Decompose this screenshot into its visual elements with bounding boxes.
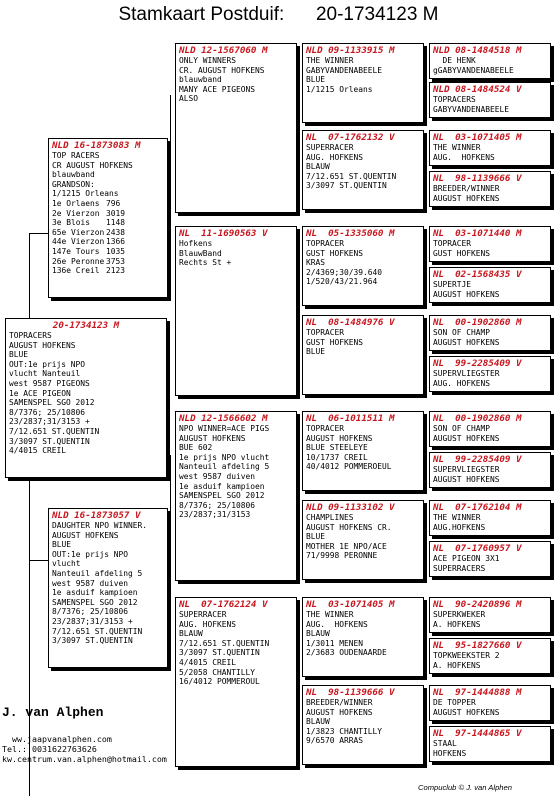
detail-line: SUPERVLIEGSTER	[433, 369, 500, 378]
detail-line: DE TOPPER	[433, 698, 476, 707]
detail-line: 7/12.651 ST.QUENTIN	[9, 426, 100, 436]
detail-line: BLAUW	[306, 162, 330, 172]
detail-line: 40/4012 POMMEROEUL	[306, 462, 392, 472]
detail-line: 2/4369;30/39.640	[306, 267, 383, 277]
detail-line: AUGUST HOFKENS	[433, 337, 500, 347]
great-grandparent-card[interactable]	[302, 130, 424, 210]
detail-line: THE WINNER	[433, 513, 481, 522]
detail-line: 1/3011 MENEN	[306, 638, 364, 648]
detail-line: AUGUST HOFKENS	[306, 433, 373, 443]
detail-line: TOPRACER	[433, 239, 472, 248]
ancestor-ring: NL 03-1071440 M	[433, 228, 522, 239]
race-result	[52, 237, 164, 247]
detail-line: Hofkens	[179, 239, 213, 248]
grandparent-card[interactable]	[175, 411, 297, 581]
detail-line: SON OF CHAMP	[433, 328, 491, 337]
detail-line: AUG. HOFKENS	[306, 619, 368, 629]
ancestor-card[interactable]	[429, 685, 551, 721]
pigeon-card[interactable]	[5, 318, 167, 478]
detail-line: 8/7376; 25/10806	[52, 607, 129, 617]
ancestor-details	[430, 513, 550, 532]
detail-line: CR. AUGUST HOFKENS	[179, 65, 265, 75]
ancestor-details	[430, 328, 550, 347]
ancestor-details	[430, 465, 550, 484]
detail-line: ACE PIGEON 3X1	[433, 554, 500, 563]
detail-line: 3/3097 ST.QUENTIN	[52, 636, 133, 646]
detail-line: AUGUST HOFKENS	[433, 474, 500, 484]
ancestor-ring: NL 99-2285409 V	[433, 454, 522, 465]
detail-line: west 9587 duiven	[52, 578, 129, 588]
race-place: 44e Vierzon	[52, 237, 105, 247]
race-count: 2438	[106, 227, 126, 237]
great-grandparent-card[interactable]	[302, 315, 424, 395]
great-grandparent-details	[303, 56, 423, 94]
race-place: 26e Peronne	[52, 256, 105, 266]
race-result	[52, 257, 164, 267]
ancestor-ring: NL 02-1568435 V	[433, 269, 522, 280]
detail-line: BLUE STEELEYE	[306, 443, 368, 453]
grandparent-ring: NL 07-1762124 V	[179, 599, 268, 610]
detail-line: 9/6570 ARRAS	[306, 736, 364, 746]
race-result	[52, 247, 164, 257]
great-grandparent-card[interactable]	[302, 597, 424, 677]
race-result	[52, 199, 164, 209]
detail-line: BLAUW	[306, 717, 330, 727]
detail-line: STAAL	[433, 739, 457, 748]
detail-line: SUPERRACERS	[433, 563, 486, 573]
detail-line: TOPRACERS	[433, 95, 476, 104]
detail-line: vlucht	[52, 559, 81, 569]
detail-line: THE WINNER	[306, 56, 354, 65]
grandparent-details	[176, 424, 296, 520]
race-count: 2123	[106, 266, 126, 276]
detail-line: BUE 602	[179, 443, 213, 453]
ancestor-ring: NLD 08-1484524 V	[433, 84, 522, 95]
great-grandparent-details	[303, 143, 423, 191]
great-grandparent-ring: NL 03-1071405 M	[306, 599, 395, 610]
great-grandparent-card[interactable]	[302, 43, 424, 123]
detail-line: THE WINNER	[306, 610, 354, 619]
race-count: 1035	[106, 246, 126, 256]
pigeon-ring: 20-1734123 M	[52, 320, 120, 331]
great-grandparent-card[interactable]	[302, 226, 424, 306]
race-count: 1148	[106, 218, 126, 228]
detail-line: AUG. HOFKENS	[306, 152, 364, 162]
ancestor-ring: NL 03-1071405 M	[433, 132, 522, 143]
great-grandparent-details	[303, 610, 423, 658]
ancestor-ring: NL 07-1762104 M	[433, 502, 522, 513]
great-grandparent-details	[303, 513, 423, 561]
race-place: 136e Creil	[52, 266, 100, 276]
detail-line: AUGUST HOFKENS	[433, 433, 500, 443]
detail-line: AUG. HOFKENS	[179, 619, 237, 629]
detail-line: MOTHER 1E NPO/ACE	[306, 541, 387, 551]
race-result	[52, 218, 164, 228]
detail-line: TOPRACER	[306, 424, 345, 433]
great-grandparent-details	[303, 698, 423, 746]
footer-credit: Compuclub © J. van Alphen	[418, 783, 512, 792]
great-grandparent-ring: NL 06-1011511 M	[306, 413, 395, 424]
detail-line: OUT:1e prijs NPO	[52, 549, 129, 559]
detail-line: BLAUW	[179, 629, 203, 639]
great-grandparent-ring: NL 05-1335060 M	[306, 228, 395, 239]
detail-line: CR AUGUST HOFKENS	[52, 160, 133, 170]
connector-mother	[170, 455, 171, 615]
great-grandparent-details	[303, 424, 423, 472]
race-count: 3019	[106, 208, 126, 218]
detail-line: 1/3823 CHANTILLY	[306, 726, 383, 736]
detail-line: TOPRACERS	[9, 331, 52, 340]
great-grandparent-card[interactable]	[302, 685, 424, 765]
detail-line: TOPRACER	[306, 328, 345, 337]
breeder-name: J. van Alphen	[2, 705, 104, 720]
breeder-contact	[2, 734, 167, 764]
connector-father	[170, 95, 171, 255]
detail-line: NPO WINNER=ACE PIGS	[179, 424, 270, 433]
ancestor-ring: NL 90-2420896 M	[433, 599, 522, 610]
detail-line: THE WINNER	[433, 143, 481, 152]
detail-line: west 9587 duiven	[179, 471, 256, 481]
great-grandparent-ring: NL 08-1484976 V	[306, 317, 395, 328]
detail-line: AUGUST HOFKENS	[433, 193, 500, 203]
ancestor-details	[430, 239, 550, 258]
detail-line: blauwband	[179, 75, 222, 85]
detail-line: 4/4015 CREIL	[9, 446, 67, 456]
mother-details	[49, 521, 167, 646]
grandparent-card[interactable]	[175, 43, 297, 213]
phone-number: Tel.: 0031622763626	[2, 744, 97, 754]
ancestor-card[interactable]	[429, 315, 551, 351]
detail-line: 1/1215 Orleans	[52, 189, 119, 199]
detail-line: BLUE	[9, 350, 29, 360]
ancestor-card[interactable]	[429, 356, 551, 392]
detail-line: BLUE	[306, 347, 326, 357]
detail-line: SUPERKWEKER	[433, 610, 486, 619]
detail-line: Nanteuil afdeling 5	[52, 568, 143, 578]
ancestor-ring: NL 99-2285409 V	[433, 358, 522, 369]
great-grandparent-ring: NL 98-1139666 V	[306, 687, 395, 698]
detail-line: DE HENK	[433, 56, 476, 65]
detail-line: AUGUST HOFKENS	[9, 340, 76, 350]
great-grandparent-details	[303, 239, 423, 287]
detail-line: Nanteuil afdeling 5	[179, 462, 270, 472]
detail-line: AUGUST HOFKENS	[52, 530, 119, 540]
detail-line: vlucht Nanteuil	[9, 369, 81, 379]
detail-line: 1/1215 Orleans	[306, 84, 373, 94]
detail-line: AUGUST HOFKENS CR.	[306, 522, 392, 532]
ancestor-ring: NL 97-1444865 V	[433, 728, 522, 739]
race-result	[52, 209, 164, 219]
ancestor-details	[430, 184, 550, 203]
detail-line: AUGUST HOFKENS	[433, 289, 500, 299]
detail-line: GUST HOFKENS	[306, 337, 364, 347]
detail-line: BLUE	[306, 75, 326, 85]
great-grandparent-ring: NLD 09-1133915 M	[306, 45, 395, 56]
detail-line: ALSO	[179, 94, 199, 104]
detail-line: 7/12.651 ST.QUENTIN	[179, 638, 270, 648]
detail-line: AUG. HOFKENS	[433, 378, 491, 388]
ancestor-card[interactable]	[429, 638, 551, 674]
detail-line: 7/12.651 ST.QUENTIN	[52, 626, 143, 636]
father-details	[49, 151, 167, 276]
ancestor-card[interactable]	[429, 171, 551, 207]
ancestor-ring: NL 97-1444888 M	[433, 687, 522, 698]
detail-line: 16/4012 POMMEROUL	[179, 677, 260, 687]
detail-line: gGABYVANDENABEELE	[433, 65, 514, 75]
detail-line: 2/3683 OUDENAARDE	[306, 648, 387, 658]
ancestor-card[interactable]	[429, 541, 551, 577]
father-ring: NLD 16-1873083 M	[52, 140, 141, 151]
detail-line: 5/2058 CHANTILLY	[179, 667, 256, 677]
ancestor-card[interactable]	[429, 267, 551, 303]
detail-line: 3/3097 ST.QUENTIN	[306, 181, 387, 191]
detail-line: GUST HOFKENS	[433, 248, 491, 258]
ancestor-ring: NL 07-1760957 V	[433, 543, 522, 554]
detail-line: west 9587 PIGEONS	[9, 378, 90, 388]
grandparent-ring: NL 11-1690563 V	[179, 228, 268, 239]
detail-line: 1e ACE PIGEON	[9, 388, 71, 398]
detail-line: Rechts St +	[179, 258, 232, 268]
ancestor-details	[430, 369, 550, 388]
mother-card[interactable]	[48, 508, 168, 668]
detail-line: GRANDSON:	[52, 179, 95, 189]
ancestor-details	[430, 739, 550, 758]
detail-line: SUPERRACER	[179, 610, 227, 619]
website-link[interactable]: ww.jaapvanalphen.com	[12, 734, 112, 744]
email-link[interactable]: kw.centrum.van.alphen@hotmail.com	[2, 754, 167, 764]
detail-line: 3/3097 ST.QUENTIN	[9, 436, 90, 446]
ancestor-card[interactable]	[429, 411, 551, 447]
detail-line: blauwband	[52, 170, 95, 180]
grandparent-ring: NLD 12-1567060 M	[179, 45, 268, 56]
detail-line: 1/520/43/21.964	[306, 277, 378, 287]
ancestor-details	[430, 280, 550, 299]
detail-line: CHAMPLINES	[306, 513, 354, 522]
detail-line: TOPRACER	[306, 239, 345, 248]
ancestor-details	[430, 424, 550, 443]
ancestor-details	[430, 610, 550, 629]
race-count: 796	[106, 198, 121, 208]
detail-line: DAUGHTER NPO WINNER.	[52, 521, 148, 530]
detail-line: SON OF CHAMP	[433, 424, 491, 433]
ancestor-card[interactable]	[429, 226, 551, 262]
connector-subject-father	[29, 233, 49, 234]
ancestor-ring: NL 98-1139666 V	[433, 173, 522, 184]
ancestor-card[interactable]	[429, 597, 551, 633]
great-grandparent-ring: NLD 09-1133102 V	[306, 502, 395, 513]
detail-line: BLUE	[52, 540, 72, 550]
detail-line: BlauwBand	[179, 248, 222, 258]
detail-line: 3/3097 ST.QUENTIN	[179, 648, 260, 658]
detail-line: HOFKENS	[433, 748, 467, 758]
detail-line: AUGUST HOFKENS	[306, 707, 373, 717]
detail-line: 4/4015 CREIL	[179, 657, 237, 667]
ancestor-ring: NL 00-1902860 M	[433, 413, 522, 424]
detail-line: GUST HOFKENS	[306, 248, 364, 258]
detail-line: BREEDER/WINNER	[306, 698, 373, 707]
ancestor-card[interactable]	[429, 452, 551, 488]
detail-line: SAMENSPEL SGO 2012	[9, 398, 95, 408]
detail-line: SUPERRACER	[306, 143, 354, 152]
detail-line: SUPERTJE	[433, 280, 472, 289]
detail-line: 10/1737 CREIL	[306, 452, 368, 462]
detail-line: SAMENSPEL SGO 2012	[52, 597, 138, 607]
ancestor-details	[430, 698, 550, 717]
detail-line: SAMENSPEL SGO 2012	[179, 491, 265, 501]
race-result	[52, 266, 164, 276]
detail-line: 23/2837;31/3153 +	[52, 616, 133, 626]
detail-line: AUGUST HOFKENS	[179, 433, 246, 443]
race-place: 3e Blois	[52, 218, 91, 228]
detail-line: GABYVANDENABEELE	[306, 65, 383, 75]
detail-line: KRAS	[306, 258, 326, 268]
mother-ring: NLD 16-1873057 V	[52, 510, 141, 521]
ancestor-ring: NL 00-1902860 M	[433, 317, 522, 328]
grandparent-card[interactable]	[175, 597, 297, 767]
grandparent-details	[176, 56, 296, 104]
ancestor-card[interactable]	[429, 726, 551, 762]
detail-line: TOPKWEEKSTER 2	[433, 651, 500, 660]
grandparent-details	[176, 239, 296, 268]
detail-line: SUPERVLIEGSTER	[433, 465, 500, 474]
detail-line: 1e asduif kampioen	[52, 588, 138, 598]
detail-line: 23/2837;31/3153	[179, 510, 251, 520]
page-title: Stamkaart Postduif: 20-1734123 M	[118, 4, 439, 25]
detail-line: A. HOFKENS	[433, 619, 481, 629]
ancestor-card[interactable]	[429, 82, 551, 118]
grandparent-details	[176, 610, 296, 687]
detail-line: AUGUST HOFKENS	[433, 707, 500, 717]
pigeon-details	[6, 331, 166, 456]
detail-line: 1e prijs NPO vlucht	[179, 452, 270, 462]
connector-subject-mother	[29, 560, 49, 561]
ancestor-card[interactable]	[429, 500, 551, 536]
race-place: 2e Vierzon	[52, 208, 100, 218]
detail-line: 8/7376; 25/10806	[179, 500, 256, 510]
detail-line: MANY ACE PIGEONS	[179, 84, 256, 94]
great-grandparent-ring: NL 07-1762132 V	[306, 132, 395, 143]
ancestor-card[interactable]	[429, 130, 551, 166]
detail-line: TOP RACERS	[52, 151, 100, 160]
ancestor-details	[430, 651, 550, 670]
detail-line: GABYVANDENABEELE	[433, 104, 510, 114]
detail-line: 1e asduif kampioen	[179, 481, 265, 491]
grandparent-ring: NLD 12-1566602 M	[179, 413, 268, 424]
ancestor-details	[430, 95, 550, 114]
detail-line: 8/7376; 25/10806	[9, 407, 86, 417]
ancestor-details	[430, 143, 550, 162]
ancestor-details	[430, 56, 550, 75]
detail-line: ONLY WINNERS	[179, 56, 237, 65]
great-grandparent-details	[303, 328, 423, 357]
race-result	[52, 228, 164, 238]
detail-line: A. HOFKENS	[433, 660, 481, 670]
race-count: 3753	[106, 256, 126, 266]
ancestor-details	[430, 554, 550, 573]
detail-line: AUG. HOFKENS	[433, 152, 495, 162]
great-grandparent-card[interactable]	[302, 411, 424, 491]
grandparent-card[interactable]	[175, 226, 297, 396]
great-grandparent-card[interactable]	[302, 500, 424, 580]
detail-line: 7/12.651 ST.QUENTIN	[306, 171, 397, 181]
father-card[interactable]	[48, 138, 168, 298]
detail-line: AUG.HOFKENS	[433, 522, 486, 532]
race-place: 147e Tours	[52, 246, 100, 256]
race-place: 65e Vierzon	[52, 227, 105, 237]
race-count: 1366	[106, 237, 126, 247]
detail-line: BREEDER/WINNER	[433, 184, 500, 193]
ancestor-ring: NL 95-1827660 V	[433, 640, 522, 651]
ancestor-ring: NLD 08-1484518 M	[433, 45, 522, 56]
detail-line: 23/2837;31/3153 +	[9, 417, 90, 427]
ancestor-card[interactable]	[429, 43, 551, 79]
race-place: 1e Orlaens	[52, 198, 100, 208]
detail-line: OUT:1e prijs NPO	[9, 359, 86, 369]
detail-line: BLAUW	[306, 629, 330, 639]
detail-line: BLUE	[306, 532, 326, 542]
detail-line: 71/9998 PERONNE	[306, 551, 378, 561]
